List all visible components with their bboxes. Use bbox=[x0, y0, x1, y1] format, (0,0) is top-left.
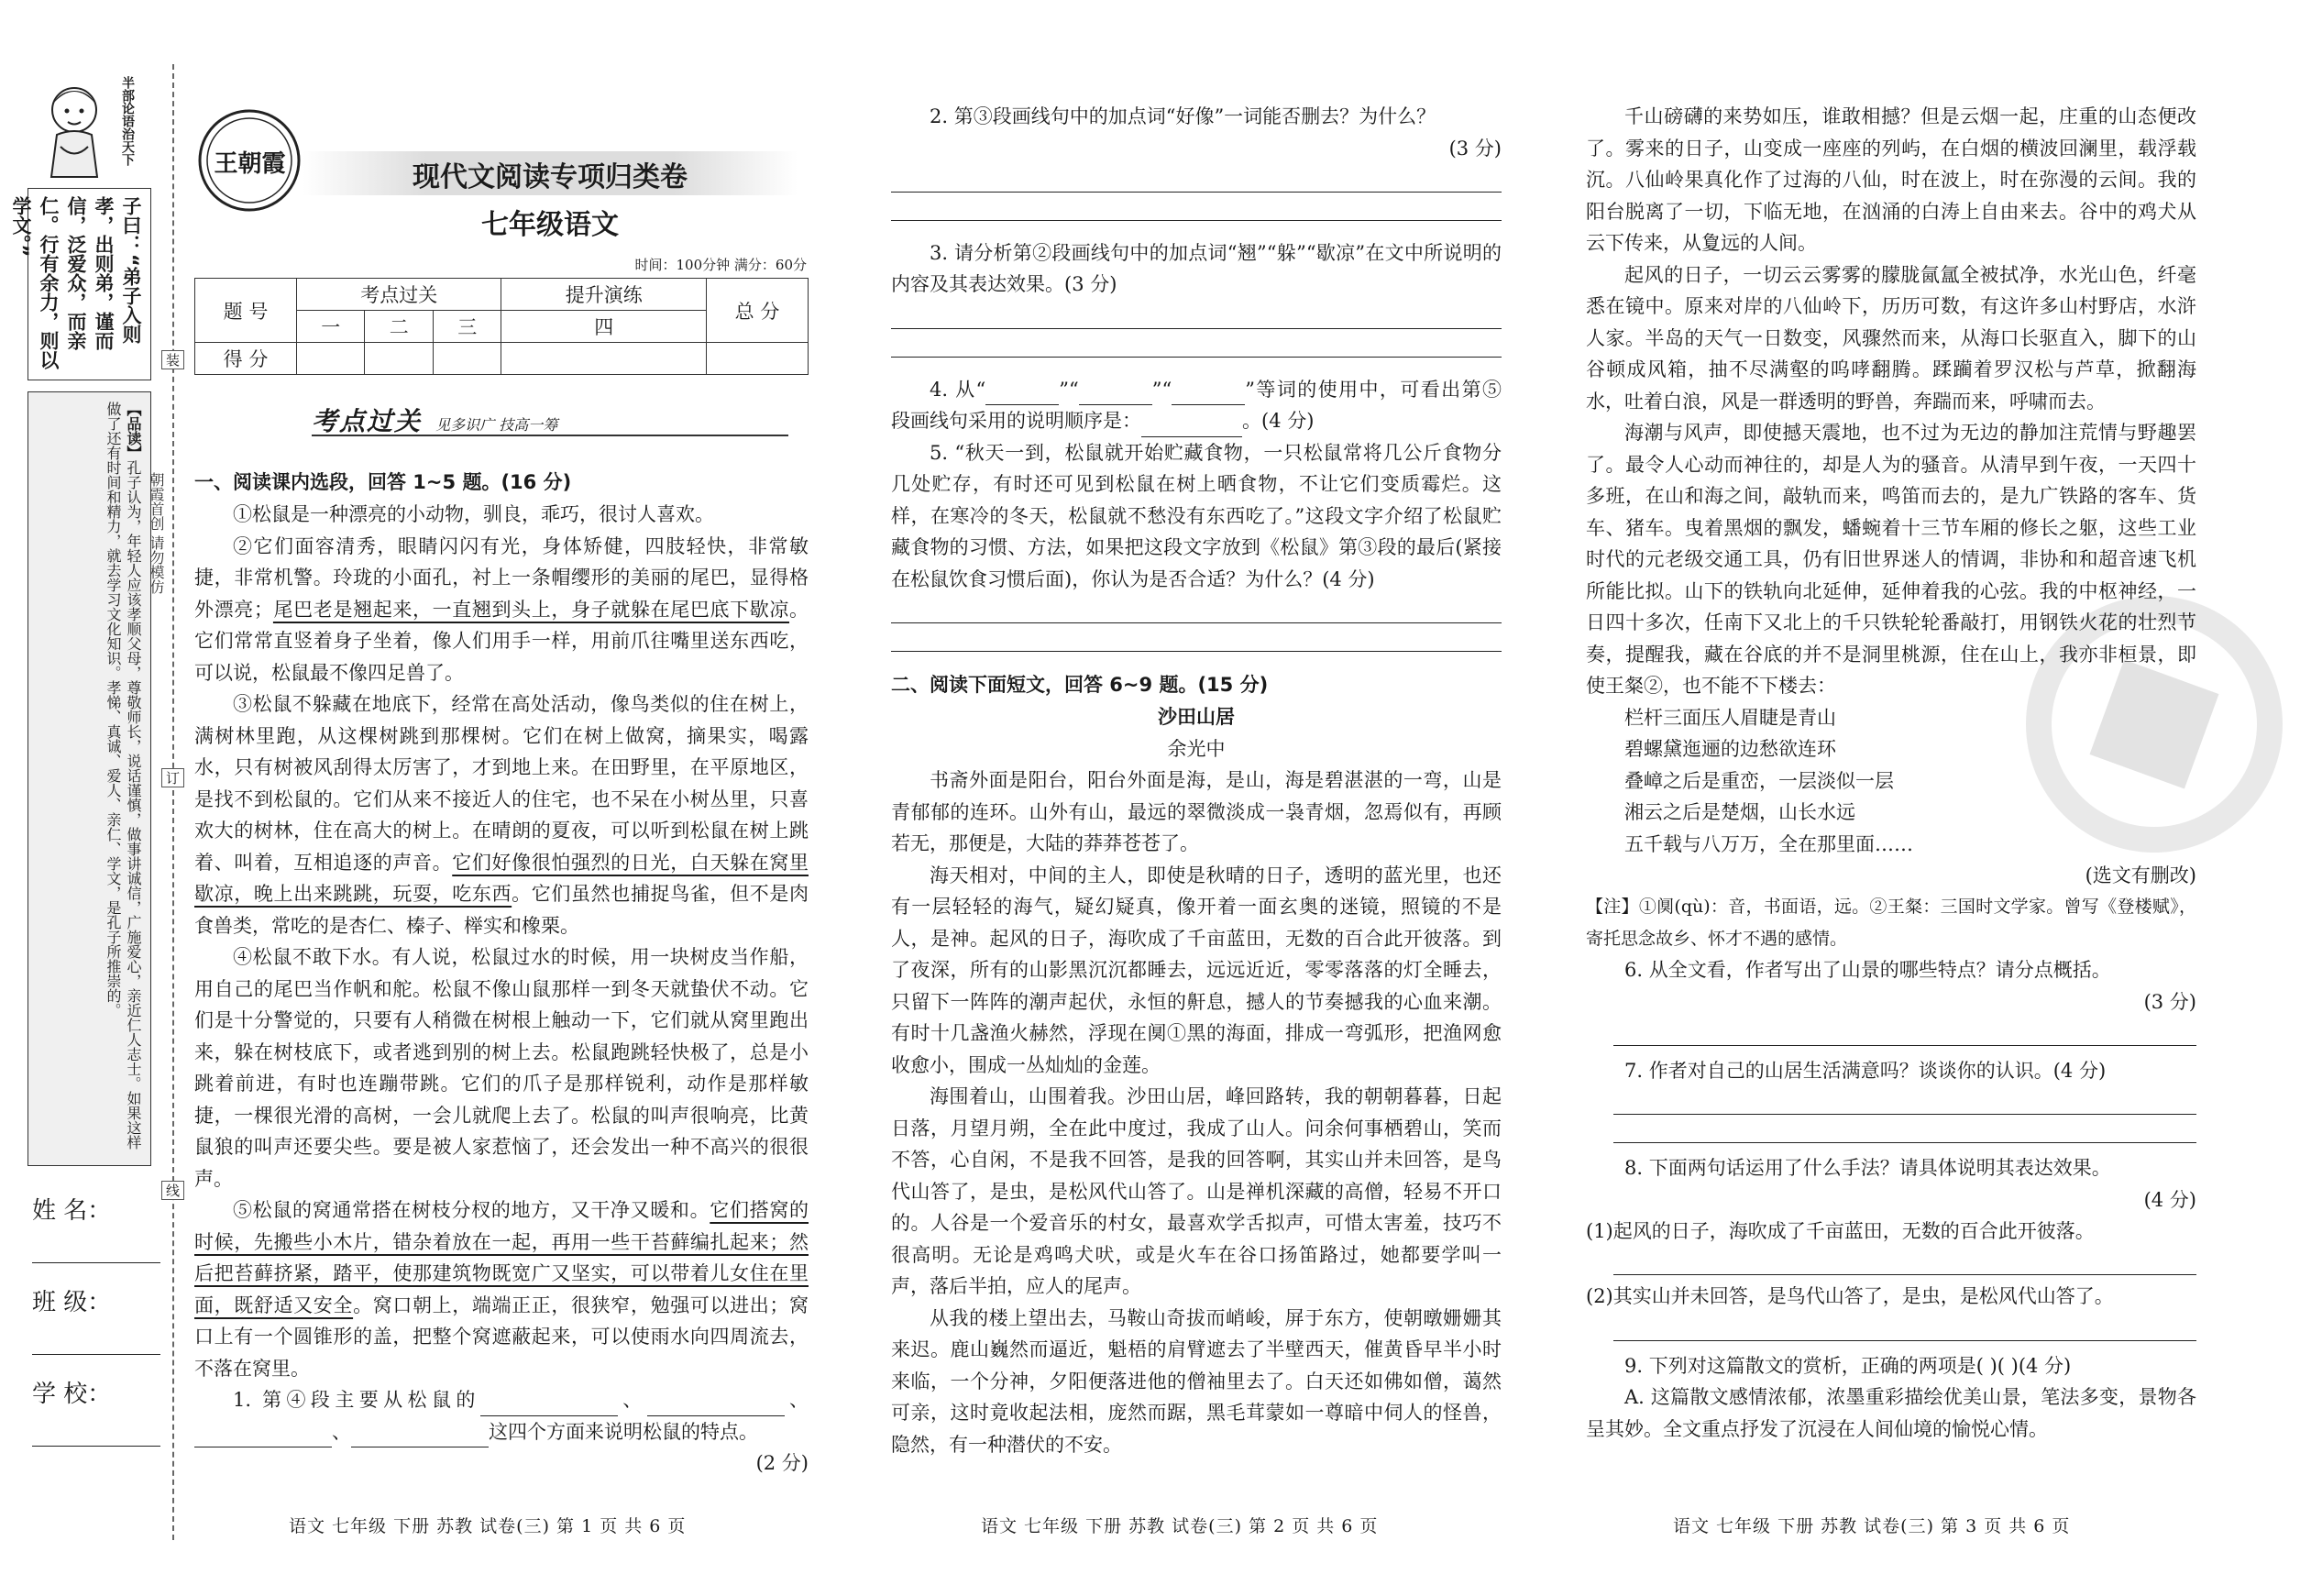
source-note: (选文有删改) bbox=[2085, 864, 2196, 886]
annotation: 【注】①阒(qù)：音，书面语，远。②王粲：三国时文学家。曾写《登楼赋》，寄托思念故乡、怀才不遇的感情。 bbox=[1586, 897, 2196, 949]
answer-line[interactable] bbox=[891, 301, 1502, 329]
name-label: 姓 名： bbox=[32, 1197, 112, 1225]
score-cell[interactable] bbox=[433, 343, 501, 375]
banner-title: 考点过关 bbox=[312, 406, 423, 436]
answer-line[interactable] bbox=[1613, 1247, 2196, 1275]
motto-small: 半部论语治天下 bbox=[120, 76, 135, 166]
table-score-label: 得 分 bbox=[195, 343, 297, 375]
answer-line[interactable] bbox=[1613, 1313, 2196, 1341]
score-cell[interactable] bbox=[707, 343, 809, 375]
school-label: 学 校： bbox=[32, 1381, 112, 1408]
reading-note bbox=[103, 402, 143, 1153]
section-1-title: 一、阅读课内选段，回答 1~5 题。(16 分) bbox=[194, 471, 572, 493]
answer-blank[interactable] bbox=[194, 1426, 332, 1447]
answer-blank[interactable] bbox=[985, 384, 1059, 405]
logo bbox=[197, 108, 303, 214]
table-col-3: 三 bbox=[433, 311, 501, 343]
paragraph-3: ③松鼠不躲藏在地底下，经常在高处活动，像鸟类似的住在树上，满树林里跑，从这棵树跳到那棵树。它们在树上做窝，摘果实，喝露水，只有树被风刮得太厉害了，才到地上来。在田野里，在平原地区，是找不到松鼠的。它们从来不接近人的住宅，也不呆在小树丛里，只喜欢大的树林，住在高大的树上。在晴朗的夏夜，可以听到松鼠在树上跳着、叫着，互相追逐的声音。它们好像很怕强烈的日光，白天躲在窝里歇凉，晚上出来跳跳，玩耍，吃东西。它们虽然也捕捉鸟雀，但不是肉食兽类，常吃的是杏仁、榛子、榉实和橡栗。 bbox=[194, 693, 809, 937]
reading-note-box bbox=[28, 391, 151, 1166]
article-paragraph-3: 海围着山，山围着我。沙田山居，峰回路转，我的朝朝暮暮，日起日落，月望月朔，全在此中度过，我成了山人。问余何事栖碧山，笑而不答，心自闲，不是我不回答，是我的回答啊，其实山并未回答，是鸟代山答了，是虫，是松风代山答了。山是禅机深藏的高僧，轻易不开口的。人谷是一个爱音乐的村女，最喜欢学舌拟声，可惜太害羞，技巧不很高明。无论是鸡鸣犬吠，或是火车在谷口扬笛路过，她都要学叫一声，落后半拍，应人的尾声。 bbox=[891, 1085, 1502, 1297]
article-author: 余光中 bbox=[1167, 737, 1226, 760]
table-header-qnum: 题 号 bbox=[195, 279, 297, 343]
answer-blank[interactable] bbox=[480, 1395, 618, 1416]
student-fields bbox=[32, 1192, 160, 1467]
poem-line: 叠嶂之后是重峦，一层淡似一层 bbox=[1624, 769, 1894, 792]
table-header-tisheng: 提升演练 bbox=[501, 279, 707, 311]
cut-mark-2: 订 bbox=[161, 768, 184, 787]
class-label: 班 级： bbox=[32, 1289, 112, 1316]
question-6-score: (3 分) bbox=[2143, 990, 2196, 1013]
paragraph-1: ①松鼠是一种漂亮的小动物，驯良，乖巧，很讨人喜欢。 bbox=[233, 503, 714, 525]
question-2-score: (3 分) bbox=[1448, 137, 1502, 160]
article-paragraph-4: 从我的楼上望出去，马鞍山奇拔而峭峻，屏于东方，使朝暾姗姗其来迟。鹿山巍然而逼近，魁梧的肩臂遮去了半壁西天，催黄昏早半小时来临，一个分神，夕阳便落进他的僧袖里去了。白天还如佛如僧，蔼然可亲，这时竟收起法相，庞然而踞，黑毛茸蒙如一尊暗中伺人的怪兽，隐然，有一种潜伏的不安。 bbox=[891, 1306, 1502, 1456]
answer-blank[interactable] bbox=[1079, 384, 1152, 405]
underlined-sentence-3: 它们好像很怕强烈的日光，白天躲在窝里歇凉，晚上出来跳跳，玩耍，吃东西 bbox=[194, 851, 809, 905]
article-paragraph-7: 海潮与风声，即使撼天震地，也不过为无边的静加注荒情与野趣罢了。最令人心动而神往的，却是人为的骚音。从清早到午夜，一天四十多班，在山和海之间，敲轨而来，鸣笛而去的，是九广铁路的客车、货车、猪车。曳着黑烟的飘发，蟠蜿着十三节车厢的修长之躯，这些工业时代的元老级交通工具，仍有旧世界迷人的情调，非协和和超音速飞机所能比拟。山下的铁轨向北延伸，延伸着我的心弦。我的中枢神经，一日四十多次，任南下又北上的千只铁轮轮番敲打，用钢铁火花的壮烈节奏，提醒我，藏在谷底的并不是洞里桃源，住在山上，我亦非桓景，即使王粲②，也不能不下楼去： bbox=[1586, 422, 2196, 697]
score-cell[interactable] bbox=[365, 343, 433, 375]
answer-line[interactable] bbox=[891, 193, 1502, 221]
logo-text: 王朝霞 bbox=[214, 150, 286, 178]
cut-mark-1: 装 bbox=[161, 350, 184, 369]
paragraph-5: ⑤松鼠的窝通常搭在树枝分杈的地方，又干净又暖和。它们搭窝的时候，先搬些小木片，错杂着放在一起，再用一些干苔藓编扎起来；然后把苔藓挤紧，踏平，使那建筑物既宽广又坚实，可以带着儿女住在里面，既舒适又安全。窝口朝上，端端正正，很狭窄，勉强可以进出；窝口上有一个圆锥形的盖，把整个窝遮蔽起来，可以使雨水向四周流去，不落在窝里。 bbox=[194, 1199, 809, 1380]
article-paragraph-1: 书斋外面是阳台，阳台外面是海，是山，海是碧湛湛的一弯，山是青郁郁的连环。山外有山，最远的翠微淡成一袅青烟，忽焉似有，再顾若无，那便是，大陆的莽莽苍苍了。 bbox=[891, 769, 1502, 854]
question-8: 8. 下面两句话运用了什么手法？请具体说明其表达效果。 bbox=[1624, 1157, 2111, 1179]
table-header-kaodian: 考点过关 bbox=[297, 279, 501, 311]
name-field[interactable] bbox=[32, 1192, 160, 1283]
answer-blank[interactable] bbox=[351, 1426, 489, 1447]
page-title: 现代文阅读专项归类卷 bbox=[413, 161, 688, 193]
answer-blank[interactable] bbox=[1141, 416, 1242, 437]
motto-quote: 子曰：“弟子入则孝，出则弟，谨而信，泛爱众，而亲仁。行有余力，则以学文。” bbox=[10, 196, 142, 369]
underlined-sentence-2: 尾巴老是翘起来，一直翘到头上，身子就躲在尾巴底下歇凉 bbox=[272, 598, 790, 621]
answer-line[interactable] bbox=[1613, 1086, 2196, 1115]
question-6: 6. 从全文看，作者写出了山景的哪些特点？请分点概括。 bbox=[1624, 959, 2111, 981]
column-3 bbox=[1586, 101, 2196, 1445]
class-field[interactable] bbox=[32, 1283, 160, 1375]
poem-line: 碧螺黛迤逦的边愁欲连环 bbox=[1624, 738, 1836, 760]
table-col-1: 一 bbox=[297, 311, 365, 343]
question-2: 2. 第③段画线句中的加点词“好像”一词能否删去？为什么？ bbox=[930, 105, 1436, 127]
article-paragraph-5: 千山磅礴的来势如压，谁敢相撼？但是云烟一起，庄重的山态便改了。雾来的日子，山变成一座座的列屿，在白烟的横波回澜里，载浮载沉。八仙岭果真化作了过海的八仙，时在波上，时在弥漫的云间。我的阳台脱离了一切，下临无地，在汹涌的白涛上自由来去。谷中的鸡犬从云下传来，从夐远的人间。 bbox=[1586, 105, 2196, 254]
question-9-option-a: A. 这篇散文感情浓郁，浓墨重彩描绘优美山景，笔法多变，景物各呈其妙。全文重点抒发了沉浸在人间仙境的愉悦心情。 bbox=[1586, 1386, 2196, 1440]
question-7: 7. 作者对自己的山居生活满意吗？谈谈你的认识。(4 分) bbox=[1624, 1059, 2107, 1082]
note-text: 孔子认为，年轻人应该孝顺父母，尊敬师长，说话谨慎，做事讲诚信，广施爱心，亲近仁人志士。如果这样做了还有时间和精力，就去学习文化知识。孝悌、真诚、爱人、亲仁、学文，是孔子所推崇的。 bbox=[105, 402, 142, 1150]
answer-line[interactable] bbox=[1613, 1115, 2196, 1143]
paragraph-4: ④松鼠不敢下水。有人说，松鼠过水的时候，用一块树皮当作船，用自己的尾巴当作帆和舵。松鼠不像山鼠那样一到冬天就蛰伏不动。它们是十分警觉的，只要有人稍微在树根上触动一下，它们就从窝里跑出来，躲在树枝底下，或者逃到别的树上去。松鼠跑跳轻快极了，总是小跳着前进，有时也连蹦带跳。它们的爪子是那样锐利，动作是那样敏捷，一棵很光滑的高树，一会儿就爬上去了。松鼠的叫声很响亮，比黄鼠狼的叫声还要尖些。要是被人家惹恼了，还会发出一种不高兴的很很声。 bbox=[194, 946, 809, 1190]
article-paragraph-2: 海天相对，中间的主人，即使是秋晴的日子，透明的蓝光里，也还有一层轻轻的海气，疑幻疑真，像开着一面玄奥的迷镜，照镜的不是人，是神。起风的日子，海吹成了千亩蓝田，无数的百合此开彼落。到了夜深，所有的山影黑沉沉都睡去，远远近近，零零落落的灯全睡去，只留下一阵阵的潮声起伏，永恒的鼾息，撼人的节奏撼我的心血来潮。有时十几盏渔火赫然，浮现在阒①黑的海面，排成一弯弧形，把渔网愈收愈小，围成一丛灿灿的金莲。 bbox=[891, 864, 1502, 1076]
poem-line: 湘云之后是楚烟，山长水远 bbox=[1624, 801, 1855, 823]
binding-line bbox=[172, 64, 174, 1540]
sidebar bbox=[10, 69, 156, 1169]
school-field[interactable] bbox=[32, 1375, 160, 1467]
poem-line: 五千载与八万万，全在那里面…… bbox=[1624, 832, 1913, 855]
table-col-2: 二 bbox=[365, 311, 433, 343]
motto-box bbox=[10, 188, 151, 380]
answer-line[interactable] bbox=[1613, 1018, 2196, 1046]
note-title: 【品读】 bbox=[125, 402, 142, 460]
answer-blank[interactable] bbox=[1172, 384, 1245, 405]
cut-mark-3: 线 bbox=[161, 1181, 184, 1200]
score-cell[interactable] bbox=[501, 343, 707, 375]
poem-line: 栏杆三面压人眉睫是青山 bbox=[1624, 706, 1836, 729]
question-8-1: (1)起风的日子，海吹成了千亩蓝田，无数的百合此开彼落。 bbox=[1586, 1219, 2095, 1242]
answer-line[interactable] bbox=[891, 164, 1502, 193]
question-9: 9. 下列对这篇散文的赏析，正确的两项是( )( )(4 分) bbox=[1624, 1354, 2072, 1377]
question-1: 1. 第④段主要从松鼠的 、 、、 这四个方面来说明松鼠的特点。 bbox=[194, 1384, 809, 1447]
article-title: 沙田山居 bbox=[1158, 705, 1235, 728]
question-4: 4. 从“ ”“ ”“ ”等词的使用中，可看出第⑤段画线句采用的说明顺序是： 。(4 分) bbox=[891, 374, 1502, 437]
column-2 bbox=[891, 101, 1502, 1460]
paragraph-2: ②它们面容清秀，眼睛闪闪有光，身体矫健，四肢轻快，非常敏捷，非常机警。玲珑的小面孔，衬上一条帽缨形的美丽的尾巴，显得格外漂亮；尾巴老是翘起来，一直翘到头上，身子就躲在尾巴底下歇凉。它们常常直竖着身子坐着，像人们用手一样，用前爪往嘴里送东西吃，可以说，松鼠最不像四足兽了。 bbox=[194, 534, 809, 684]
confucius-cartoon-icon bbox=[33, 78, 116, 179]
answer-line[interactable] bbox=[891, 329, 1502, 358]
footer-page-3: 语文 七年级 下册 苏教 试卷(三) 第 3 页 共 6 页 bbox=[1673, 1516, 2071, 1536]
question-5: 5. “秋天一到，松鼠就开始贮藏食物，一只松鼠常将几公斤食物分几处贮存，有时还可见到松鼠在树上晒食物，不让它们变质霉烂。这样，在寒冷的冬天，松鼠就不愁没有东西吃了。”这段文字介绍了松鼠贮藏食物的习惯、方法，如果把这段文字放到《松鼠》第③段的最后(紧接在松鼠饮食习惯后面)，你认为是否合适？为什么？(4 分) bbox=[891, 441, 1502, 590]
section-banner bbox=[312, 402, 788, 438]
banner-sub: 见多识广 技高一筹 bbox=[435, 416, 558, 434]
section-2-title: 二、阅读下面短文，回答 6~9 题。(15 分) bbox=[891, 674, 1269, 696]
question-8-2: (2)其实山并未回答，是鸟代山答了，是虫，是松风代山答了。 bbox=[1586, 1285, 2114, 1307]
question-8-score: (4 分) bbox=[2143, 1188, 2196, 1211]
score-table bbox=[194, 278, 809, 375]
column-1 bbox=[194, 466, 809, 1479]
score-cell[interactable] bbox=[297, 343, 365, 375]
brand-vertical: 朝霞首创 请勿模仿 bbox=[148, 472, 165, 595]
footer-page-1: 语文 七年级 下册 苏教 试卷(三) 第 1 页 共 6 页 bbox=[289, 1516, 687, 1536]
answer-blank[interactable] bbox=[647, 1395, 785, 1416]
article-paragraph-6: 起风的日子，一切云云雾雾的朦胧氤氲全被拭净，水光山色，纤毫悉在镜中。原来对岸的八仙岭下，历历可数，有这许多山村野店，水浒人家。半岛的天气一日数变，风骤然而来，从海口长驱直入，脚下的山谷顿成风箱，抽不尽满壑的呜哮翻腾。蹂躏着罗汉松与芦草，掀翻海水，吐着白浪，风是一群透明的野兽，奔踹而来，呼啸而去。 bbox=[1586, 263, 2196, 413]
answer-line[interactable] bbox=[891, 595, 1502, 623]
table-header-total: 总 分 bbox=[707, 279, 809, 343]
time-info: 时间：100分钟 满分：60分 bbox=[634, 257, 807, 273]
question-1-score: (2 分) bbox=[755, 1452, 809, 1474]
answer-line[interactable] bbox=[891, 623, 1502, 652]
footer-page-2: 语文 七年级 下册 苏教 试卷(三) 第 2 页 共 6 页 bbox=[981, 1516, 1379, 1536]
question-3: 3. 请分析第②段画线句中的加点词“翘”“躲”“歇凉”在文中所说明的内容及其表达效果。(3 分) bbox=[891, 241, 1502, 295]
underlined-sentence-5: 它们搭窝的时候，先搬些小木片，错杂着放在一起，再用一些干苔藓编扎起来；然后把苔藓挤紧，踏平，使那建筑物既宽广又坚实，可以带着儿女住在里面，既舒适又安全 bbox=[194, 1199, 809, 1316]
page-subtitle: 七年级语文 bbox=[481, 209, 619, 241]
table-col-4: 四 bbox=[501, 311, 707, 343]
